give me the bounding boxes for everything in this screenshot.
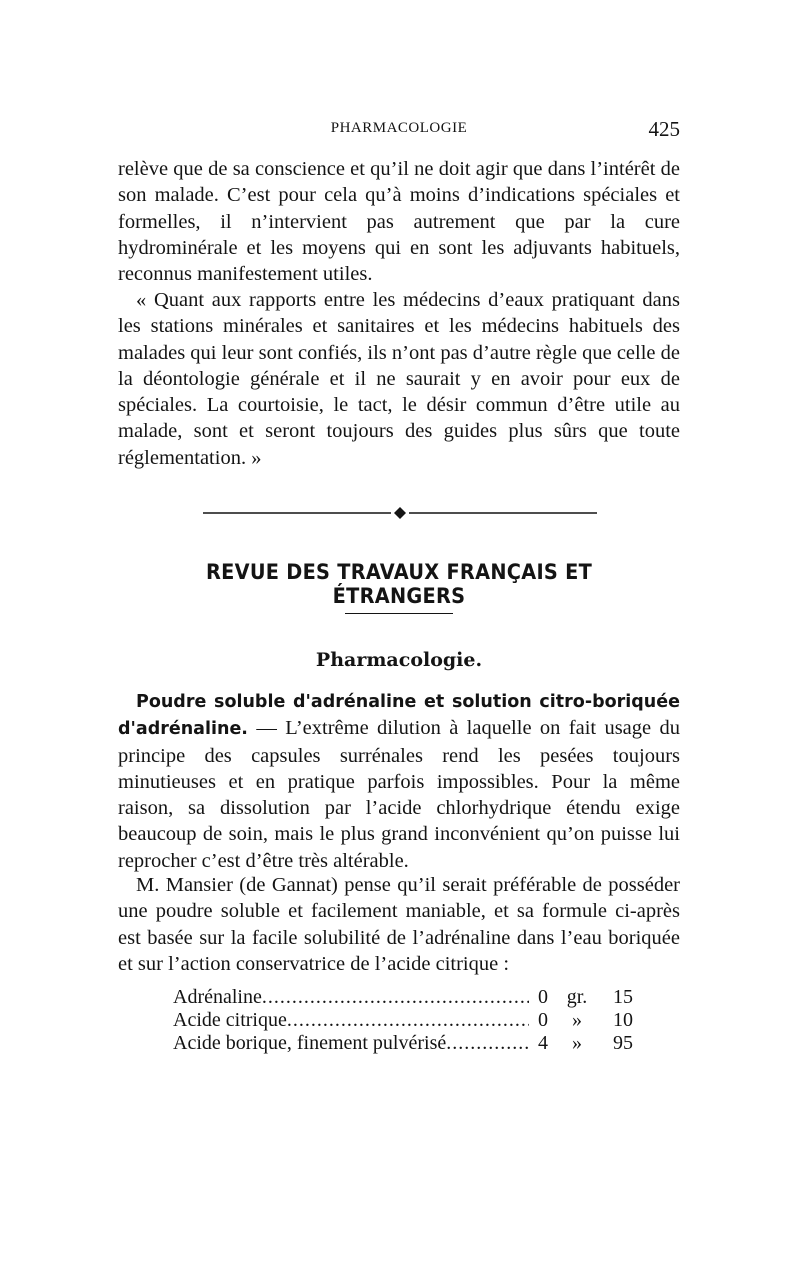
formula-table xyxy=(173,986,633,1055)
qty-fraction: 10 xyxy=(613,1009,633,1031)
ingredient-name: Acide borique, finement pulvérisé xyxy=(173,1032,447,1054)
qty-unit: gr. xyxy=(566,986,588,1008)
leader-dots xyxy=(287,1009,529,1032)
qty-value: 0 xyxy=(538,986,548,1008)
subsection-title: Pharmacologie. xyxy=(315,649,483,671)
leader-dots xyxy=(262,986,529,1009)
qty-unit: » xyxy=(572,1009,582,1031)
page-number: 425 xyxy=(648,117,680,141)
paragraph-mansier: M. Mansier (de Gannat) pense qu’il serait préférable de posséder une poudre soluble et facilement maniable, et sa formule ci-après est basée sur la facile solubilité de l’adrénaline dans l’eau boriquée et sur l’action conservatrice de l’acide citrique : xyxy=(118,874,680,975)
qty-fraction: 95 xyxy=(613,1032,633,1054)
ingredient-name: Acide citrique xyxy=(173,1009,287,1031)
qty-unit: » xyxy=(572,1032,582,1054)
formula-row xyxy=(173,986,633,1009)
leader-dots xyxy=(446,1032,529,1055)
paragraph-quote: « Quant aux rapports entre les médecins d’eaux pratiquant dans les stations minérales et sanitaires et les médecins habituels des malades qui leur sont confiés, ils n’ont pas d’autre règle que celle de la déontologie générale et il ne saurait y en avoir pour eux de spéciales. La courtoisie, le tact, le désir commun d’être utile au malade, sont et seront toujours des guides plus sûrs que toute réglementation. » xyxy=(118,289,680,469)
formula-row xyxy=(173,1032,633,1055)
ingredient-quantity xyxy=(529,1032,633,1055)
ingredient-quantity xyxy=(529,986,633,1009)
ingredient-name: Adrénaline xyxy=(173,986,262,1008)
article-text: — L’extrême dilution à laquelle on fait usage du principe des capsules surrénales rend les pesées toujours minutieuses et en pratique parfois impossibles. Pour la même raison, sa dissolution par l’acide chlorhydrique étendu exige beaucoup de soin, mais le plus grand inconvénient qu’on puisse lui reprocher c’est d’être très altérable. xyxy=(118,717,680,872)
running-title: PHARMACOLOGIE xyxy=(330,120,468,136)
qty-fraction: 15 xyxy=(613,986,633,1008)
running-head xyxy=(118,117,680,144)
formula-row xyxy=(173,1009,633,1032)
article-heading: Poudre soluble d'adrénaline et solution citro-boriquée d'adrénaline. xyxy=(118,692,680,740)
ingredient-quantity xyxy=(529,1009,633,1032)
title-rule xyxy=(345,613,453,614)
paragraph-continued: relève que de sa conscience et qu’il ne doit agir que dans l’intérêt de son malade. C’est pour cela qu’à moins d’indications spéciales et formelles, il n’intervient pas autrement que par la cure hydrominérale et les moyens qui en sont les adjuvants habituels, reconnus manifestement utiles. xyxy=(118,158,680,286)
article-paragraph xyxy=(118,688,680,874)
qty-value: 4 xyxy=(538,1032,548,1054)
section-divider-ornament xyxy=(203,505,597,521)
section-title: REVUE DES TRAVAUX FRANÇAIS ET ÉTRANGERS xyxy=(205,560,593,608)
qty-value: 0 xyxy=(538,1009,548,1031)
